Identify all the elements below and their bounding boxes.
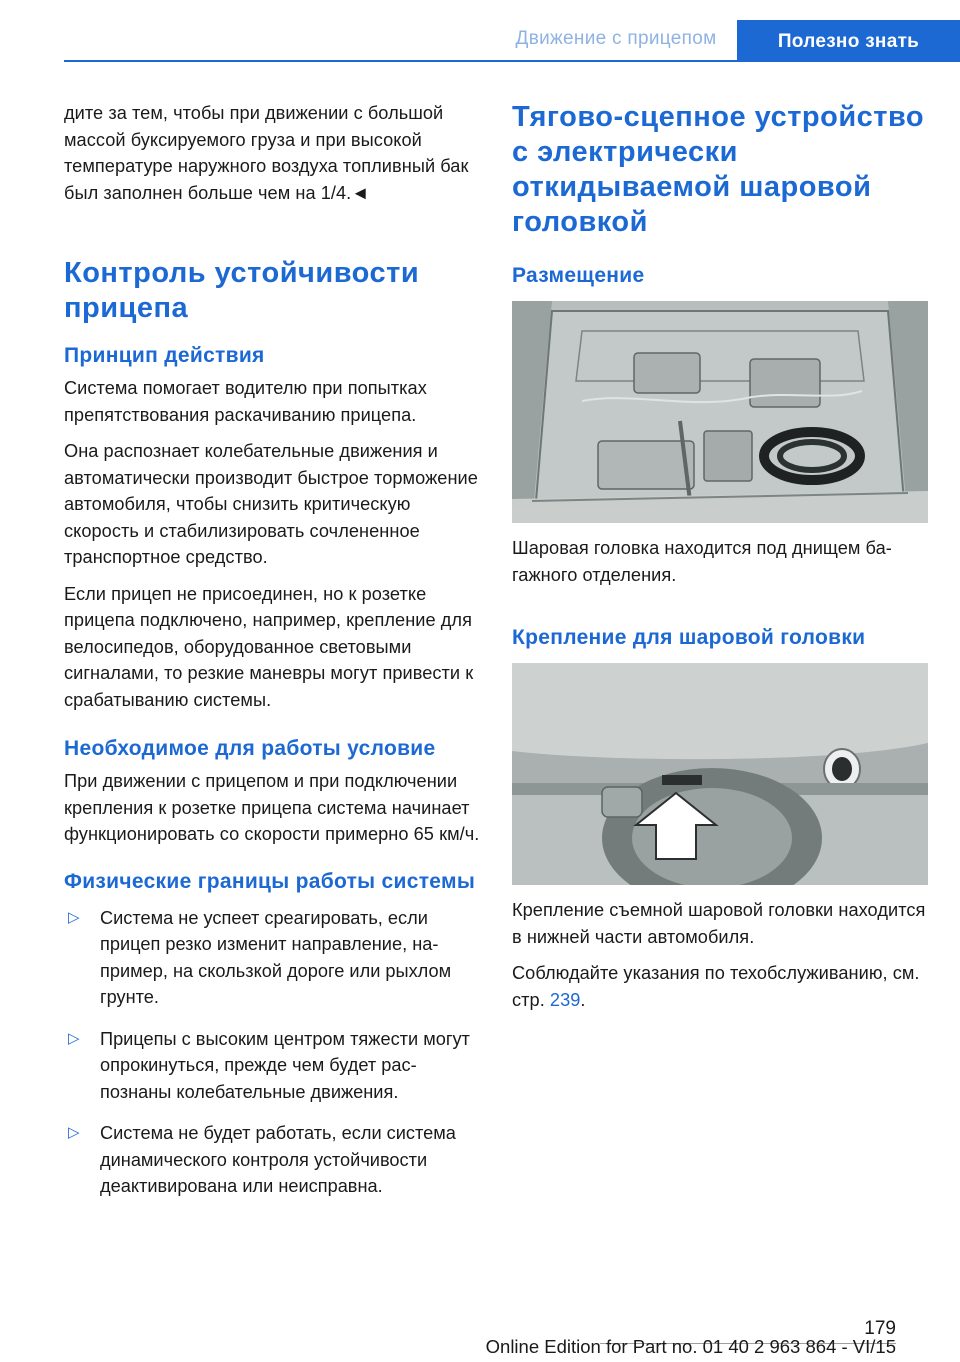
- left-column: [64, 100, 480, 1215]
- heading-ball-head-mount: Крепление для шаровой головки: [512, 626, 866, 649]
- triangle-bullet-icon: ▷: [68, 1029, 80, 1047]
- heading-operating-condition: Необходимое для работы условие: [64, 737, 436, 760]
- trunk-compartment-photo: [512, 301, 928, 523]
- list-item: ▷ Система не успеет среагировать, если прицеп резко изменит направление, например, на скользкой дороге или рыхлом грунте.: [64, 905, 480, 1011]
- principle-paragraph-1: Система помогает водителю при попытках препятствования раскачиванию прицепа.: [64, 378, 427, 425]
- header-rule: [64, 60, 960, 62]
- header-section-title: Движение с прицепом: [515, 28, 717, 49]
- list-item: ▷ Система не будет работать, если система динамического контроля устойчивости деактивирована или неисправна.: [64, 1120, 480, 1200]
- page-reference-link[interactable]: 239: [549, 989, 581, 1010]
- limits-list: [64, 905, 480, 1200]
- ball-head-mount-photo: [512, 663, 928, 885]
- heading-tow-hitch: Тягово-сцепное устройство с электрически откидываемой шаровой головкой: [512, 101, 925, 238]
- page-number: 179: [864, 1318, 896, 1339]
- right-column: [512, 100, 928, 1023]
- heading-principle: Принцип действия: [64, 344, 265, 367]
- operating-condition-paragraph: При движении с прицепом и при подключении крепления к розетке прицепа система начинает функционировать со скорости примерно 65 км/ч.: [64, 771, 480, 844]
- heading-location: Размещение: [512, 264, 645, 287]
- principle-paragraph-2: Она распознает колебательные движения и автоматически производит быстрое торможение автомобиля, чтобы снизить критическую скорость и стабилизировать сочлененное транспортное средство.: [64, 441, 478, 567]
- mount-paragraph-1: Крепление съемной шаровой головки находится в нижней части автомобиля.: [512, 900, 926, 947]
- mount-paragraph-2: Соблюдайте указания по техобслуживанию, см. стр. 239.: [512, 963, 920, 1010]
- intro-paragraph: дите за тем, чтобы при движении с большой массой буксируемого груза и при высокой температуре наружного воздуха топливный бак был заполнен больше чем на 1/4.◄: [64, 103, 469, 203]
- triangle-bullet-icon: ▷: [68, 908, 80, 926]
- location-caption: Шаровая головка находится под днищем багажного отделения.: [512, 538, 892, 585]
- triangle-bullet-icon: ▷: [68, 1124, 80, 1141]
- list-item: ▷ Прицепы с высоким центром тяжести могут опрокинуться, прежде чем будет распознаны колебательные движения.: [64, 1026, 480, 1106]
- header-chapter-tab[interactable]: Полезно знать: [737, 20, 960, 62]
- principle-paragraph-3: Если прицеп не присоединен, но к розетке прицепа подключено, например, крепление для велосипедов, оборудованное световыми сигналами, то резкие маневры могут привести к срабатыванию системы.: [64, 583, 474, 710]
- edition-label: Online Edition for Part no. 01 40 2 963 864 - VI/15: [485, 1336, 896, 1357]
- heading-system-limits: Физические границы работы системы: [64, 869, 476, 893]
- heading-trailer-stability: Контроль устойчивости прицепа: [64, 257, 420, 324]
